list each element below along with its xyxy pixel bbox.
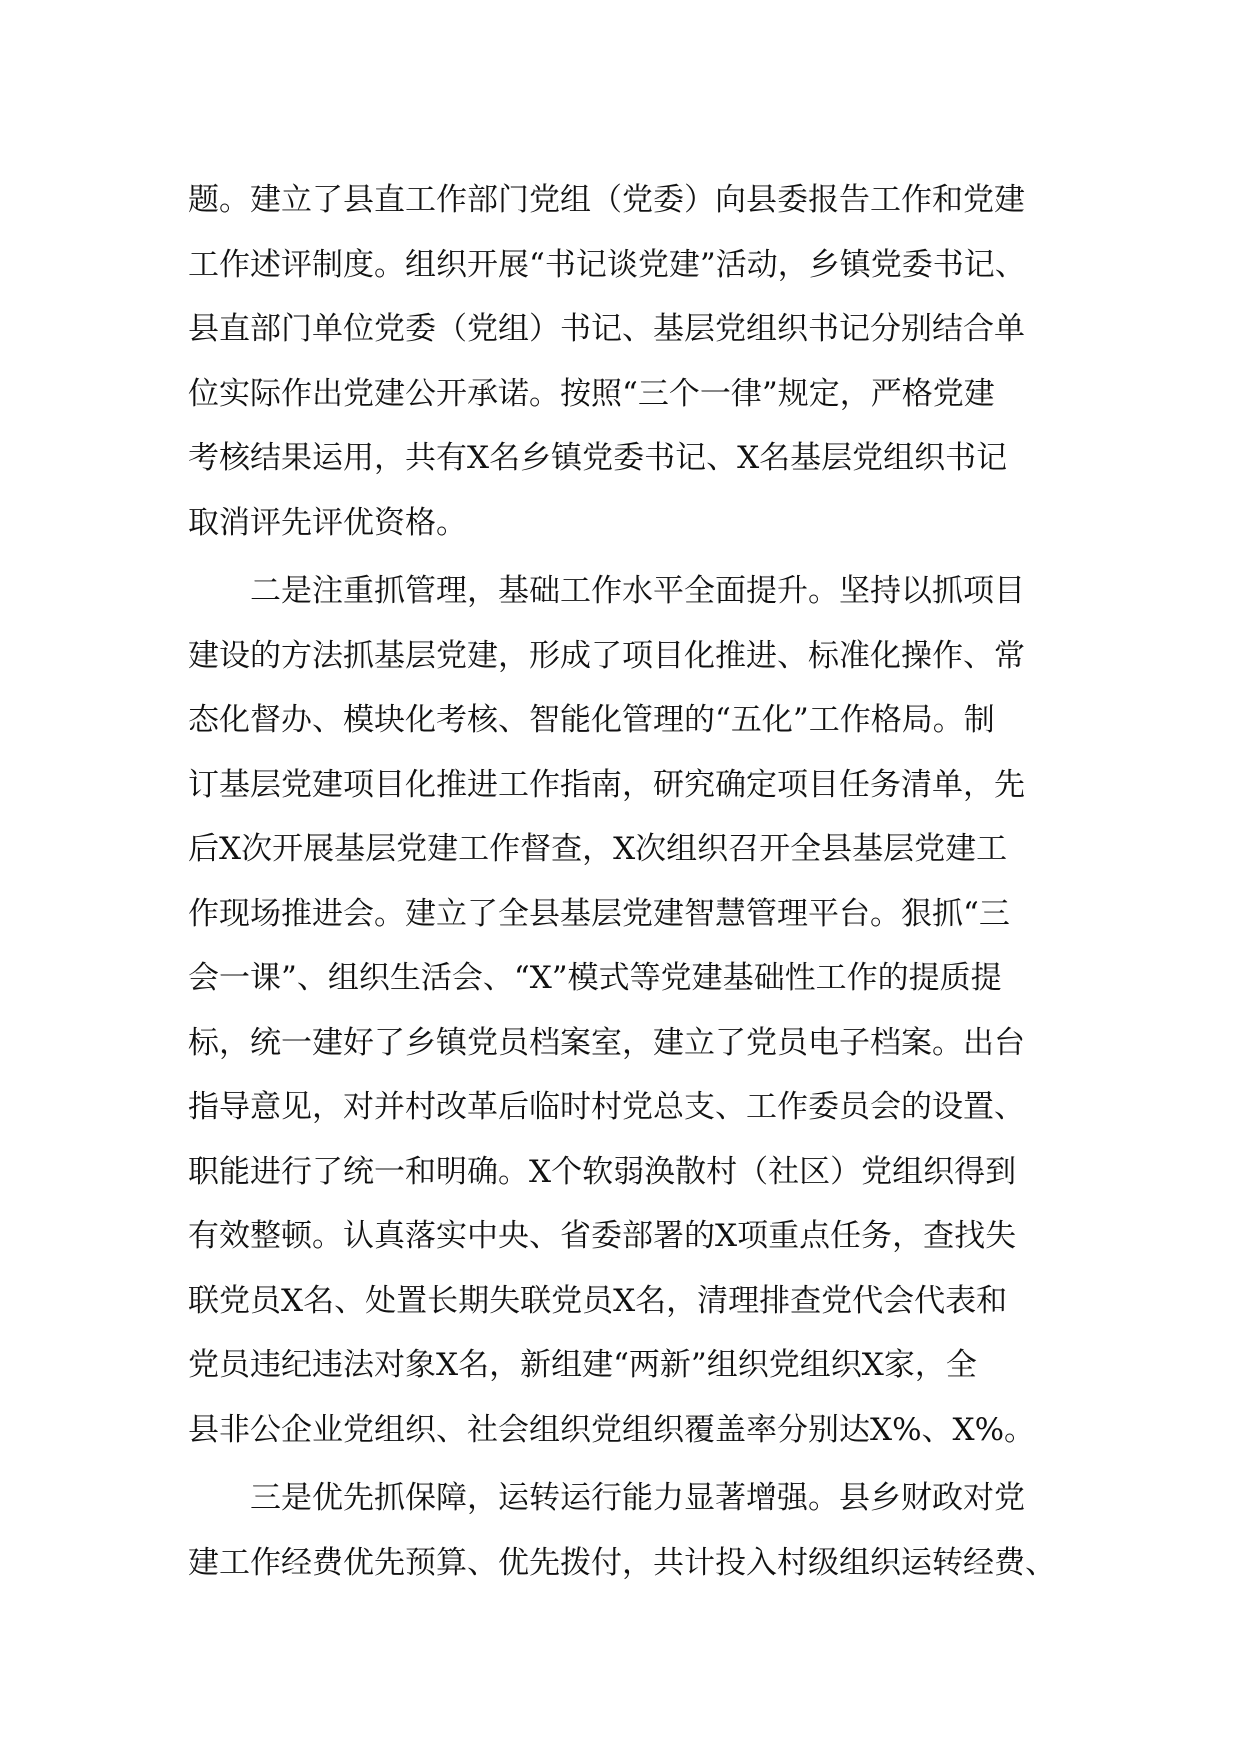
text-line: 有效整顿。认真落实中央、省委部署的X项重点任务，查找失 [188,1218,1017,1254]
text-line: 订基层党建项目化推进工作指南，研究确定项目任务清单，先 [188,766,1025,803]
body-text [188,168,1058,1595]
text-line: 建设的方法抓基层党建，形成了项目化推进、标准化操作、常 [188,637,1025,674]
text-line: 取消评先评优资格。 [188,504,467,541]
text-line: 建工作经费优先预算、优先拨付，共计投入村级组织运转经费、 [188,1544,1056,1581]
text-line: 联党员X名、处置长期失联党员X名，清理排查党代会代表和 [188,1282,1008,1319]
paragraph-start-line: 二是注重抓管理，基础工作水平全面提升。坚持以抓项目 [188,573,1025,609]
text-line: 态化督办、模块化考核、智能化管理的“五化”工作格局。制 [188,702,995,738]
text-line: 职能进行了统一和明确。X个软弱涣散村（社区）党组织得到 [188,1153,1017,1190]
text-line: 位实际作出党建公开承诺。按照“三个一律”规定，严格党建 [188,375,995,412]
text-line: 工作述评制度。组织开展“书记谈党建”活动，乡镇党委书记、 [188,246,1026,283]
text-line: 会一课”、组织生活会、“X”模式等党建基础性工作的提质提 [188,960,1002,996]
text-line: 指导意见，对并村改革后临时村党总支、工作委员会的设置、 [188,1089,1025,1125]
text-line: 县非公企业党组织、社会组织党组织覆盖率分别达X%、X%。 [188,1411,1036,1448]
text-line: 作现场推进会。建立了全县基层党建智慧管理平台。狠抓“三 [188,895,1010,932]
text-line: 党员违纪违法对象X名，新组建“两新”组织党组织X家，全 [188,1347,977,1383]
paragraph-start-line: 三是优先抓保障，运转运行能力显著增强。县乡财政对党 [188,1480,1025,1516]
text-line: 题。建立了县直工作部门党组（党委）向县委报告工作和党建 [188,182,1025,218]
text-line: 后X次开展基层党建工作督查，X次组织召开全县基层党建工 [188,831,1008,867]
text-line: 考核结果运用，共有X名乡镇党委书记、X名基层党组织书记 [188,440,1008,476]
text-line: 标，统一建好了乡镇党员档案室，建立了党员电子档案。出台 [188,1024,1025,1061]
text-line: 县直部门单位党委（党组）书记、基层党组织书记分别结合单 [188,311,1025,347]
